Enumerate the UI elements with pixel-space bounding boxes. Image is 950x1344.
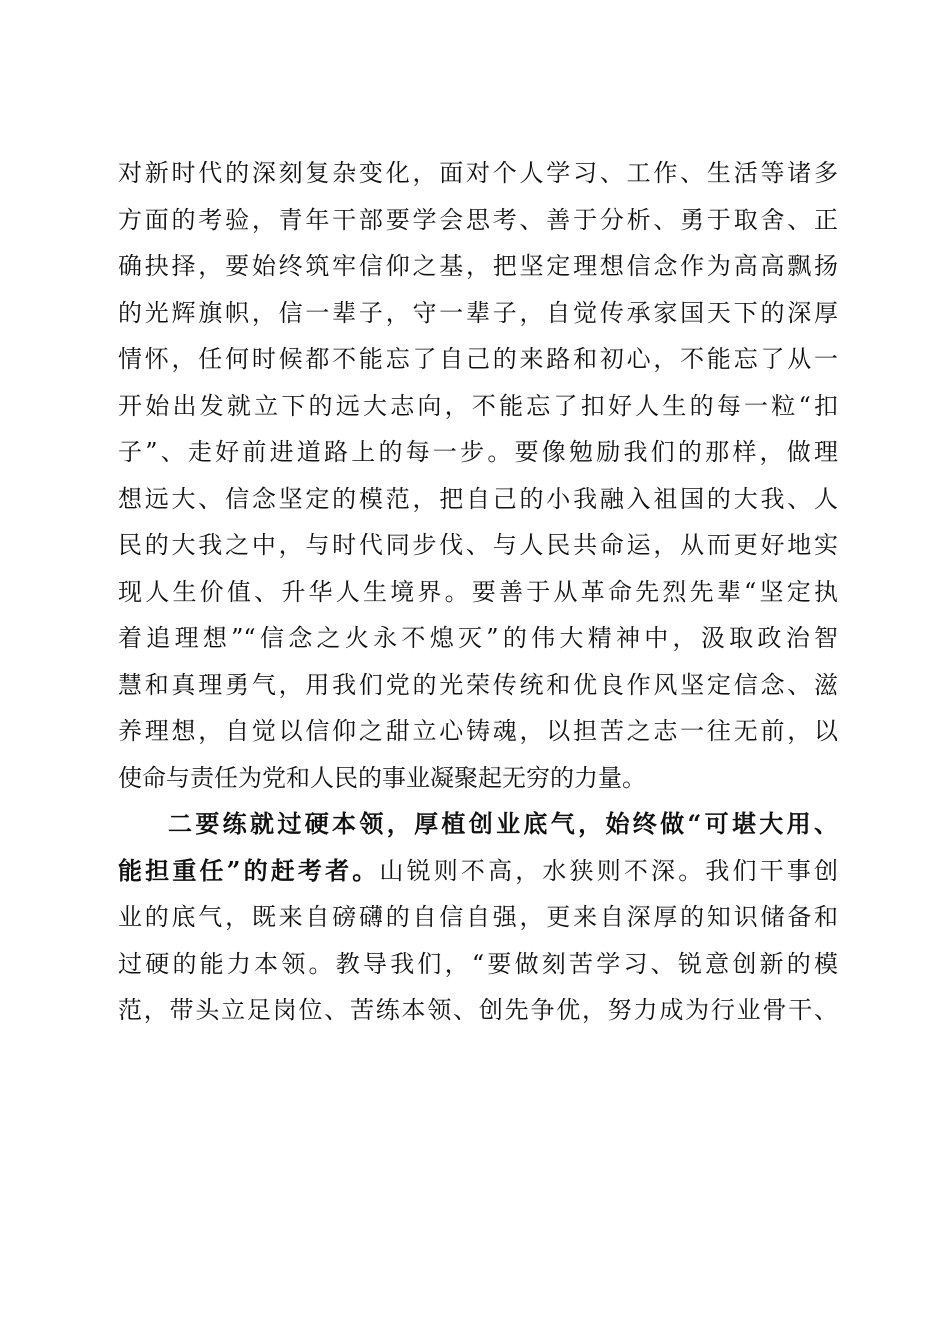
text-line: 范，带头立足岗位、苦练本领、创先争优，努力成为行业骨干、 bbox=[118, 996, 838, 1024]
text-line: 养理想，自觉以信仰之甜立心铸魂，以担苦之志一往无前，以 bbox=[118, 717, 838, 745]
text-line: 业的底气，既来自磅礴的自信自强，更来自深厚的知识储备和 bbox=[118, 903, 838, 931]
section-heading-end: 能担重任”的赶考者。 bbox=[118, 855, 380, 885]
text-segment: 山锐则不高，水狭则不深。我们干事创 bbox=[379, 856, 838, 885]
text-line: 使命与责任为党和人民的事业凝聚起无穷的力量。 bbox=[118, 763, 646, 792]
text-line: 想远大、信念坚定的模范，把自己的小我融入祖国的大我、人 bbox=[118, 484, 838, 513]
text-line: 着追理想”“信念之火永不熄灭”的伟大精神中，汲取政治智 bbox=[118, 624, 838, 652]
text-line: 子”、走好前进道路上的每一步。要像勉励我们的那样，做理 bbox=[118, 438, 838, 466]
text-line: 过硬的能力本领。教导我们，“要做刻苦学习、锐意创新的模 bbox=[118, 949, 838, 978]
text-line: 方面的考验，青年干部要学会思考、善于分析、勇于取舍、正 bbox=[118, 205, 838, 234]
text-line: 慧和真理勇气，用我们党的光荣传统和优良作风坚定信念、滋 bbox=[118, 670, 838, 699]
text-line: 民的大我之中，与时代同步伐、与人民共命运，从而更好地实 bbox=[118, 531, 838, 559]
body-text bbox=[118, 150, 838, 1034]
text-line: 的光辉旗帜，信一辈子，守一辈子，自觉传承家国天下的深厚 bbox=[118, 298, 838, 327]
text-line bbox=[118, 848, 838, 895]
text-line: 确抉择，要始终筑牢信仰之基，把坚定理想信念作为高高飘扬 bbox=[118, 252, 838, 280]
text-line: 情怀，任何时候都不能忘了自己的来路和初心，不能忘了从一 bbox=[118, 345, 838, 373]
section-heading: 二要练就过硬本领，厚植创业底气，始终做“可堪大用、 bbox=[168, 809, 838, 838]
text-line: 对新时代的深刻复杂变化，面对个人学习、工作、生活等诸多 bbox=[118, 159, 838, 187]
text-line: 现人生价值、升华人生境界。要善于从革命先烈先辈“坚定执 bbox=[118, 577, 838, 606]
section-heading-line bbox=[118, 801, 838, 848]
text-line: 开始出发就立下的远大志向，不能忘了扣好人生的每一粒“扣 bbox=[118, 391, 838, 420]
